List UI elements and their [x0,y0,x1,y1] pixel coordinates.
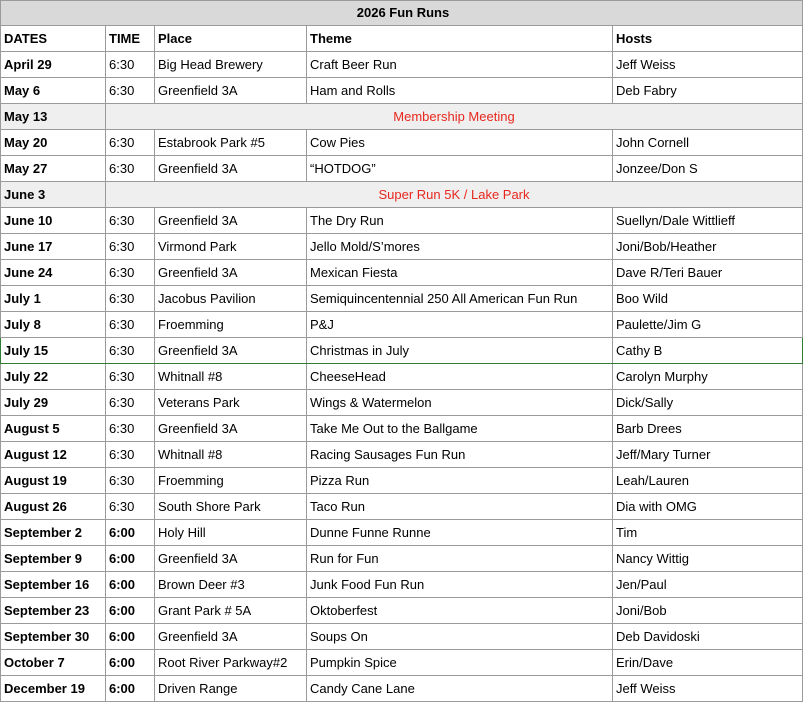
cell-date[interactable]: September 16 [1,572,106,598]
cell-theme[interactable]: P&J [307,312,613,338]
cell-place[interactable]: Greenfield 3A [155,416,307,442]
cell-theme[interactable]: Take Me Out to the Ballgame [307,416,613,442]
cell-theme[interactable]: Pumpkin Spice [307,650,613,676]
cell-theme[interactable]: Dunne Funne Runne [307,520,613,546]
cell-time[interactable]: 6:00 [106,598,155,624]
cell-date[interactable]: July 22 [1,364,106,390]
cell-theme[interactable]: Candy Cane Lane [307,676,613,702]
cell-place[interactable]: Root River Parkway#2 [155,650,307,676]
table-row [1,260,803,286]
cell-time[interactable]: 6:00 [106,624,155,650]
cell-date[interactable]: October 7 [1,650,106,676]
table-row [1,208,803,234]
cell-date[interactable]: May 13 [1,104,106,130]
cell-place[interactable]: Greenfield 3A [155,546,307,572]
header-theme[interactable]: Theme [307,26,613,52]
table-row [1,520,803,546]
table-row [1,650,803,676]
cell-date[interactable]: May 6 [1,78,106,104]
table-row [1,572,803,598]
cell-date[interactable]: June 10 [1,208,106,234]
cell-date[interactable]: September 9 [1,546,106,572]
cell-place[interactable]: Grant Park # 5A [155,598,307,624]
cell-date[interactable]: August 5 [1,416,106,442]
table-row [1,78,803,104]
cell-place[interactable]: Jacobus Pavilion [155,286,307,312]
cell-time[interactable]: 6:00 [106,572,155,598]
table-row [1,624,803,650]
cell-place[interactable]: Whitnall #8 [155,442,307,468]
cell-theme[interactable]: Wings & Watermelon [307,390,613,416]
cell-time[interactable]: 6:30 [106,234,155,260]
table-row [1,286,803,312]
cell-time[interactable]: 6:30 [106,130,155,156]
cell-theme[interactable]: Craft Beer Run [307,52,613,78]
header-row [1,26,803,52]
cell-time[interactable]: 6:30 [106,156,155,182]
cell-place[interactable]: Driven Range [155,676,307,702]
cell-theme[interactable]: Pizza Run [307,468,613,494]
table-row [1,390,803,416]
table-row [1,468,803,494]
cell-place[interactable]: Holy Hill [155,520,307,546]
title-row [1,1,803,26]
cell-theme[interactable]: Jello Mold/S’mores [307,234,613,260]
cell-hosts[interactable]: Barb Drees [613,416,803,442]
cell-place[interactable]: Greenfield 3A [155,338,307,364]
cell-date[interactable]: June 17 [1,234,106,260]
cell-place[interactable]: Greenfield 3A [155,156,307,182]
cell-time[interactable]: 6:30 [106,260,155,286]
cell-place[interactable]: Froemming [155,468,307,494]
cell-hosts[interactable]: Dia with OMG [613,494,803,520]
table-row [1,338,803,364]
cell-time[interactable]: 6:30 [106,208,155,234]
cell-place[interactable]: Greenfield 3A [155,260,307,286]
table-row [1,364,803,390]
table-row [1,182,803,208]
table-row [1,676,803,702]
cell-date[interactable]: May 20 [1,130,106,156]
cell-date[interactable]: August 19 [1,468,106,494]
cell-theme[interactable]: CheeseHead [307,364,613,390]
cell-time[interactable]: 6:00 [106,546,155,572]
table-row [1,234,803,260]
cell-hosts[interactable]: Dick/Sally [613,390,803,416]
table-row [1,52,803,78]
cell-hosts[interactable]: Joni/Bob [613,598,803,624]
cell-hosts[interactable]: Carolyn Murphy [613,364,803,390]
cell-time[interactable]: 6:00 [106,520,155,546]
cell-theme[interactable]: “HOTDOG” [307,156,613,182]
cell-place[interactable]: Greenfield 3A [155,208,307,234]
cell-place[interactable]: Greenfield 3A [155,78,307,104]
cell-theme[interactable]: Semiquincentennial 250 All American Fun Run [307,286,613,312]
cell-time[interactable]: 6:30 [106,338,155,364]
cell-theme[interactable]: Junk Food Fun Run [307,572,613,598]
cell-hosts[interactable]: Jeff/Mary Turner [613,442,803,468]
cell-date[interactable]: July 8 [1,312,106,338]
cell-date[interactable]: September 23 [1,598,106,624]
sheet-title[interactable]: 2026 Fun Runs [1,1,803,26]
cell-theme[interactable]: Oktoberfest [307,598,613,624]
table-row [1,598,803,624]
cell-date[interactable]: August 26 [1,494,106,520]
cell-time[interactable]: 6:30 [106,390,155,416]
cell-hosts[interactable]: Joni/Bob/Heather [613,234,803,260]
cell-place[interactable]: Estabrook Park #5 [155,130,307,156]
cell-time[interactable]: 6:30 [106,312,155,338]
cell-date[interactable]: July 15 [1,338,106,364]
cell-time[interactable]: 6:30 [106,468,155,494]
cell-date[interactable]: August 12 [1,442,106,468]
cell-place[interactable]: Brown Deer #3 [155,572,307,598]
header-dates[interactable]: DATES [1,26,106,52]
cell-theme[interactable]: Racing Sausages Fun Run [307,442,613,468]
header-place[interactable]: Place [155,26,307,52]
cell-time[interactable]: 6:00 [106,676,155,702]
cell-theme[interactable]: Christmas in July [307,338,613,364]
cell-hosts[interactable]: Jonzee/Don S [613,156,803,182]
header-time[interactable]: TIME [106,26,155,52]
cell-theme[interactable]: Ham and Rolls [307,78,613,104]
cell-place[interactable]: Veterans Park [155,390,307,416]
cell-hosts[interactable]: Nancy Wittig [613,546,803,572]
cell-hosts[interactable]: Boo Wild [613,286,803,312]
cell-hosts[interactable]: Jeff Weiss [613,676,803,702]
table-row [1,494,803,520]
cell-date[interactable]: December 19 [1,676,106,702]
cell-hosts[interactable]: Deb Davidoski [613,624,803,650]
table-row [1,104,803,130]
cell-hosts[interactable]: Leah/Lauren [613,468,803,494]
cell-date[interactable]: April 29 [1,52,106,78]
table-row [1,416,803,442]
cell-hosts[interactable]: Dave R/Teri Bauer [613,260,803,286]
cell-hosts[interactable]: Suellyn/Dale Wittlieff [613,208,803,234]
cell-time[interactable]: 6:30 [106,416,155,442]
cell-time[interactable]: 6:30 [106,364,155,390]
cell-theme[interactable]: Run for Fun [307,546,613,572]
cell-note[interactable]: Super Run 5K / Lake Park [106,182,803,208]
cell-theme[interactable]: The Dry Run [307,208,613,234]
cell-date[interactable]: July 1 [1,286,106,312]
cell-date[interactable]: July 29 [1,390,106,416]
table-row [1,442,803,468]
cell-theme[interactable]: Cow Pies [307,130,613,156]
cell-place[interactable]: South Shore Park [155,494,307,520]
cell-hosts[interactable]: Deb Fabry [613,78,803,104]
cell-time[interactable]: 6:30 [106,494,155,520]
cell-place[interactable]: Whitnall #8 [155,364,307,390]
cell-date[interactable]: May 27 [1,156,106,182]
cell-date[interactable]: September 2 [1,520,106,546]
cell-theme[interactable]: Taco Run [307,494,613,520]
cell-hosts[interactable]: Paulette/Jim G [613,312,803,338]
cell-hosts[interactable]: Jeff Weiss [613,52,803,78]
cell-note[interactable]: Membership Meeting [106,104,803,130]
cell-hosts[interactable]: Erin/Dave [613,650,803,676]
table-row [1,312,803,338]
cell-hosts[interactable]: John Cornell [613,130,803,156]
cell-time[interactable]: 6:30 [106,78,155,104]
cell-place[interactable]: Greenfield 3A [155,624,307,650]
header-hosts[interactable]: Hosts [613,26,803,52]
table-row [1,156,803,182]
cell-date[interactable]: June 3 [1,182,106,208]
cell-date[interactable]: June 24 [1,260,106,286]
cell-place[interactable]: Virmond Park [155,234,307,260]
cell-time[interactable]: 6:30 [106,286,155,312]
cell-time[interactable]: 6:00 [106,650,155,676]
cell-theme[interactable]: Soups On [307,624,613,650]
cell-date[interactable]: September 30 [1,624,106,650]
cell-hosts[interactable]: Cathy B [613,338,803,364]
cell-hosts[interactable]: Tim [613,520,803,546]
cell-hosts[interactable]: Jen/Paul [613,572,803,598]
cell-time[interactable]: 6:30 [106,52,155,78]
cell-place[interactable]: Froemming [155,312,307,338]
cell-time[interactable]: 6:30 [106,442,155,468]
table-row [1,546,803,572]
table-row [1,130,803,156]
cell-theme[interactable]: Mexican Fiesta [307,260,613,286]
cell-place[interactable]: Big Head Brewery [155,52,307,78]
